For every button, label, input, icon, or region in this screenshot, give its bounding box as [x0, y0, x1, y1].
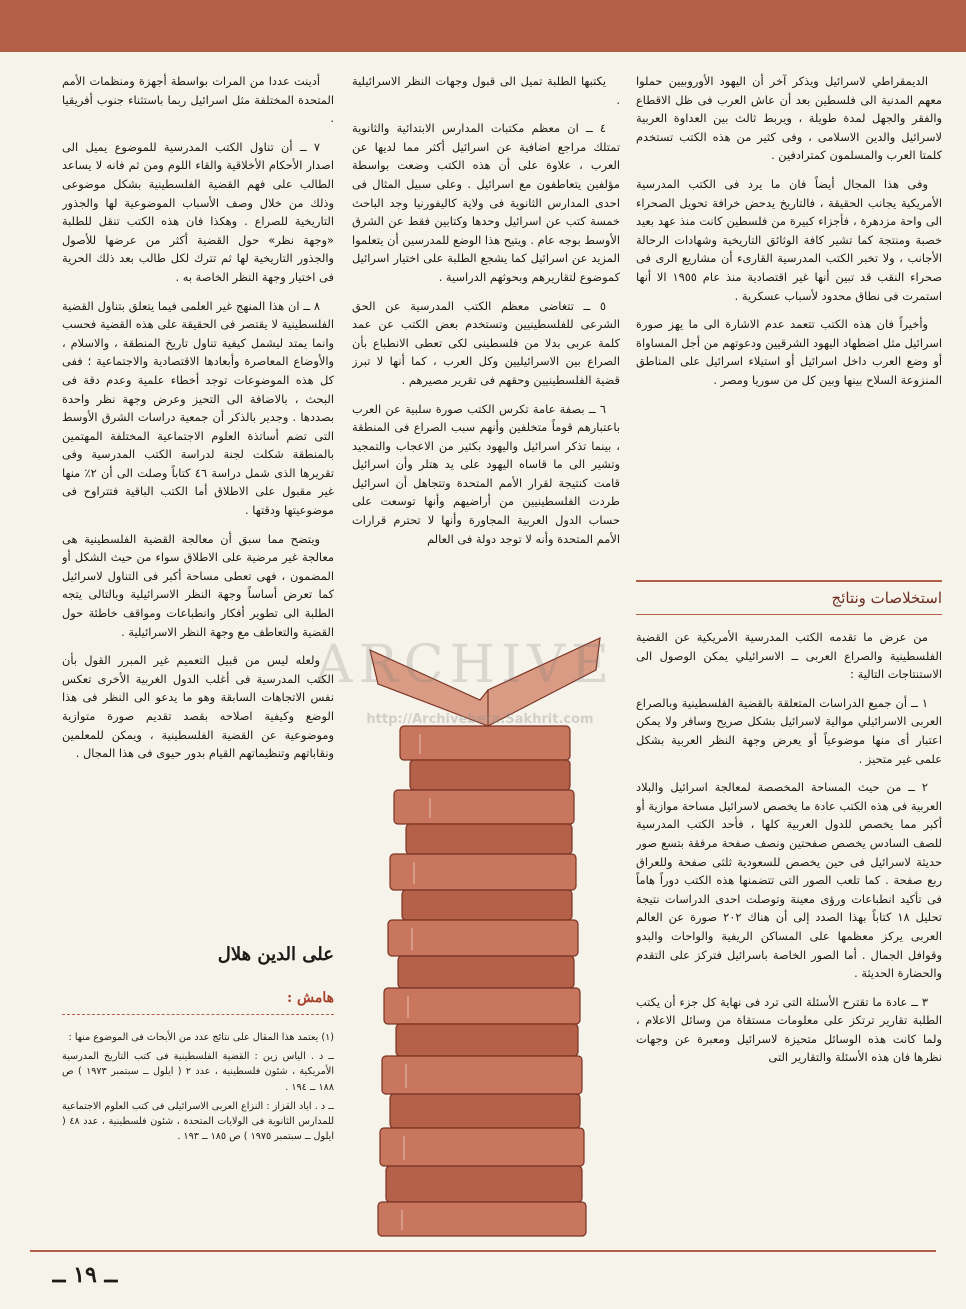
paragraph: ٣ ــ عادة ما تقترح الأسئلة التى ترد فى نهاية كل جزء أن يكتب الطلبة تقارير ترتكز على معلومات مستقاة من وسائل الاعلام ، ولما كانت هذه الوسائل متحيزة لاسرائيل ومعبرة عن وجهات نظرها فان هذه الأسئلة والتقارير التى: [636, 994, 942, 1065]
paragraph: أدينت عددا من المرات بواسطة أجهزة ومنظمات الأمم المتحدة المختلفة مثل اسرائيل ربما باستثناء جنوب أفريقيا .: [62, 74, 334, 126]
top-color-band: [0, 0, 966, 52]
paragraph: وفى هذا المجال أيضاً فان ما يرد فى الكتب المدرسية الأمريكية يجانب الحقيقة ، فالتاريخ يدحض خرافة تحويل الصحراء الى واحة مزدهرة ، فأجزاء كبيرة من فلسطين كانت منذ عهد بعيد خصبة ومنتجة كما تشير كافة الوثائق التاريخية وشهادات الرحالة الأجانب ، ولا تخبر الكتب المدرسية القارىء أن مشاريع الرى فى صحراء النقب قد تبين أنها غير اقتصادية منذ عام ١٩٥٥ الا أنها استمرت فى نطاق محدود لأسباب عسكرية .: [636, 176, 942, 303]
archive-watermark-url: http://Archivebeta.Sakhrit.com: [366, 712, 594, 727]
right-column: [636, 72, 942, 572]
paragraph: ٤ ــ ان معظم مكتبات المدارس الابتدائية والثانوية تمتلك مراجع اضافية عن اسرائيل أكثر مما لديها عن العرب ، علاوة على أن هذه الكتب وضعت بواسطة مؤلفين يتعاطفون مع اسرائيل . وعلى سبيل المثال فى احدى المدارس الثانوية فى ولاية كاليفورنيا وجد الباحث خمسة كتب عن اسرائيل وحدها وكتابين فقط عن الشرق الأوسط بوجه عام . ويتيح هذا الوضع للمدرسين أن يتعلموا المزيد عن اسرائيل كما يشجع الطلبة على اختيار اسرائيل كموضوع لتقاريرهم وبحوثهم الدراسية .: [352, 121, 620, 284]
paragraph: من عرض ما تقدمه الكتب المدرسية الأمريكية عن القضية الفلسطينية والصراع العربى ــ الاسرائيلي يمكن الوصول الى الاستنتاجات التالية :: [636, 630, 942, 682]
paragraph: ٧ ــ أن تناول الكتب المدرسية للموضوع يميل الى اصدار الأحكام الأخلاقية والقاء اللوم ومن ثم فانه لا يساعد الطالب على فهم القضية الفلسطينية بشكل موضوعى وذلك من خلال وصف الأسباب الموضوعية لها والجذور التاريخية للصراع . وهكذا فان هذه الكتب تنقل للطلبة «وجهة نظر» حول القضية أكثر من عرضها للأصول والجذور التاريخية لها ثم تترك لكل طالب بعد ذلك الحرية فى اختيار وجهة النظر الخاصة به .: [62, 139, 334, 284]
footnote: (١) يعتمد هذا المقال على نتائج عدد من الأبحاث فى الموضوع منها :: [68, 1032, 334, 1043]
left-column: [62, 72, 334, 942]
right-column-conclusions: [636, 628, 942, 1238]
paragraph: ٦ ــ بصفة عامة تكرس الكتب صورة سلبية عن العرب باعتبارهم قوماً متخلفين وأنهم سبب الصراع فى المنطقة ، بينما تذكر اسرائيل واليهود بكثير من الاعجاب والتمجيد وتشير الى ما قاساه اليهود على يد هتلر وأن اسرائيل قامت كنتيجة لقرار الأمم المتحدة وتتجاهل أن اسرائيل طردت الفلسطينيين من أراضيهم وأنها توسعت على حساب الدول العربية المجاورة وأنها لا تحترم قرارات الأمم المتحدة وأنه لا توجد دولة فى العالم: [352, 401, 620, 546]
paragraph: وأخيراً فان هذه الكتب تتعمد عدم الاشارة الى ما يهز صورة اسرائيل مثل اضطهاد اليهود الشرقيين ودعوتهم من أجل المساواة أو وضع العرب داخل اسرائيل أو استيلاء اسرائيل على المناطق المنزوعة السلاح بينها وبين كل من سوريا ومصر .: [636, 317, 942, 387]
section-title: استخلاصات ونتائج: [636, 580, 942, 615]
paragraph: ٥ ــ تتغاضى معظم الكتب المدرسية عن الحق الشرعى للفلسطينيين وتستخدم بعض الكتب عن عمد كلمة عربى بدلا من فلسطينى لكى تعطى الانطباع بأن الصراع بين الاسرائيليين وكل العرب ، كما أنها لا تبرز قضية الفلسطينيين وحقهم فى تقرير مصيرهم .: [352, 298, 620, 387]
paragraph: ١ ــ أن جميع الدراسات المتعلقة بالقضية الفلسطينية وبالصراع العربى الاسرائيلي موالية لاسرائيل بشكل صريح وسافر ولا يمكن اعتبار أى منها موضوعياً أو يعرض وجهة النظر العربية بشكل علمى غير متحيز .: [636, 695, 942, 766]
paragraph: ويتضح مما سبق أن معالجة القضية الفلسطينية هى معالجة غير مرضية على الاطلاق سواء من حيث الشكل أو المضمون ، فهى تعطى مساحة أكبر فى التناول لاسرائيل كما تعرض أساساً وجهة النظر الاسرائيلية وبالتالى يتجه الطلبة الى تطوير أفكار وانطباعات ومواقف خاطئة حول القضية والتعاطف مع وجهة النظر الاسرائيلية .: [62, 531, 334, 639]
bottom-rule: [30, 1250, 936, 1252]
footnote: ــ د . اياد القزاز : النزاع العربى الاسرائيلى فى كتب العلوم الاجتماعية للمدارس الثانوية فى الولايات المتحدة ، شئون فلسطينية ، عدد ٤٨ ( ايلول ــ سبتمبر ١٩٧٥ ) ص ١٨٥ ــ ١٩٣ .: [62, 1100, 334, 1143]
footnotes-title: هامش :: [62, 990, 334, 1015]
paragraph: ٢ ــ من حيث المساحة المخصصة لمعالجة اسرائيل والبلاد العربية فى هذه الكتب عادة ما يخصص لاسرائيل مساحة موازية أو أكبر مما يخصص للدول العربية كلها ، فأحد الكتب المدرسية للصف السادس يخصص صفحتين ونصف صفحة مرفقة بتسع صور حديثة لاسرائيل فى حين يخصص للسعودية ثلثى صفحة وللعراق ربع صفحة . كما تلعب الصور التى تتضمنها هذه الكتب دوراً هاماً فى تأكيد انطباعات ورؤى معينة وتوصلت احدى الدراسات نتيجة تحليل ١٨ كتاباً بهذا الصدد إلى أن هناك ٢٠٢ صورة عن العالم العربى يركز معظمها على المساكن الريفية والواحات والبدو وقوافل الجمال . أما الصور الخاصة باسرائيل فتركز على التقدم والحضارة الحديثة .: [636, 780, 942, 981]
footnotes: [62, 1030, 334, 1240]
paragraph: ٨ ــ ان هذا المنهج غير العلمى فيما يتعلق بتناول القضية الفلسطينية لا يقتصر فى الحقيقة على هذه القضية فحسب وانما يمتد ليشمل كيفية تناول تاريخ المنطقة ، والاسلام ، والأوضاع المعاصرة وأبعادها الاقتصادية والاجتماعية ؛ ففى كل هذه الموضوعات توجد أخطاء علمية وعدم دقة فى البحث ، بالاضافة الى التحيز وعرض وجهة نظر واحدة بصددها . وجدير بالذكر أن جمعية دراسات الشرق الأوسط التى تضم أساتذة العلوم الاجتماعية المختلفة المهتمين بالمنطقة شكلت لجنة لدراسة الكتب المدرسية وفى تقريرها الذى شمل دراسة ٤٦ كتاباً وصلت الى أن ٢٪ منها غير مقبول على الاطلاق أما الكتب الباقية فتتراوح فى موضوعيتها ودقتها .: [62, 298, 334, 518]
footnote: ــ د . الياس زين : القضية الفلسطينية فى كتب التاريخ المدرسية الأمريكية ، شئون فلسطينية ، عدد ٢ ( ايلول ــ سبتمبر ١٩٧٣ ) ص ١٨٨ ــ ١٩٤ .: [62, 1051, 334, 1093]
paragraph: الديمقراطي لاسرائيل ويذكر آخر أن اليهود الأوروبيين حملوا معهم المدنية الى فلسطين بعد أن عاش العرب فى ظل الاقطاع والفقر والجهل لمدة طويلة ، ويربط ثالث بين العداوة العربية لاسرائيل والدين الاسلامى ، وفى كثير من هذه الكتب تستخدم كلمتا العرب والمسلمون كمترادفين .: [636, 74, 942, 163]
page-number: ــ ١٩ ــ: [52, 1262, 118, 1288]
paragraph: يكتبها الطلبة تميل الى قبول وجهات النظر الاسرائيلية .: [352, 74, 620, 107]
middle-column: [352, 72, 620, 632]
author-name: على الدين هلال: [217, 944, 334, 965]
archive-watermark: ARCHIVE: [315, 635, 615, 695]
paragraph: ولعله ليس من قبيل التعميم غير المبرر القول بأن الكتب المدرسية فى أغلب الدول الغربية الأخرى تعكس نفس الاتجاهات السابقة وهو ما يدعو الى النظر فى هذا الوضع وكيفية اصلاحه بقصد تقديم صورة متوازية وموضوعية عن القضية الفلسطينية ، ويمكن للمعلمين ونقاباتهم وتنظيماتهم القيام بدور حيوى فى هذا المجال .: [62, 653, 334, 761]
